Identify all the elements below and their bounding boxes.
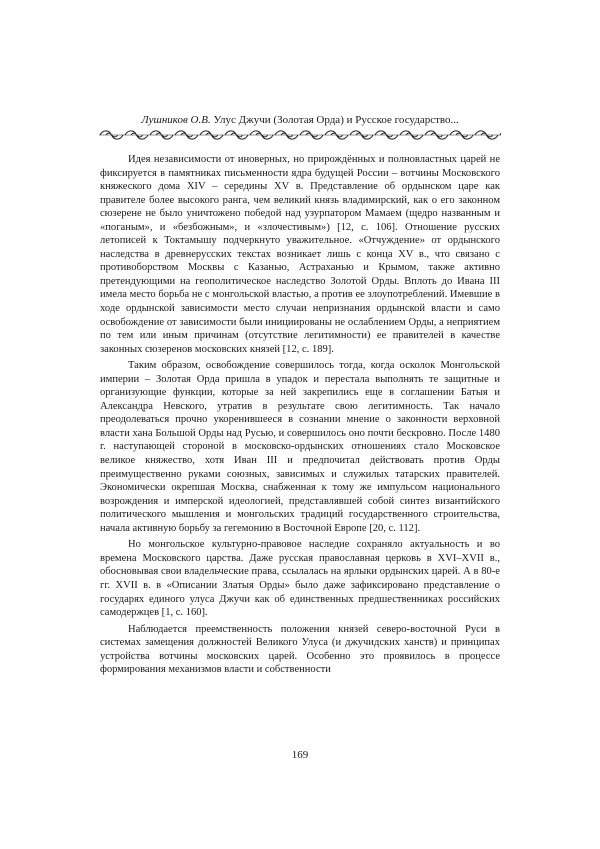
running-head [100, 113, 500, 127]
paragraph: Наблюдается преемственность положения князей северо-восточной Руси в системах замещения должностей Великого Улуса (и джучидских ханств) и принципах устройства вотчины московских царей. Особенно это проявилось в процессе формирования механизмов власти и собственности [100, 623, 500, 676]
body-text [100, 153, 500, 677]
page-number: 169 [291, 749, 309, 761]
paragraph: Идея независимости от иноверных, но прирождённых и полновластных царей не фиксируется в памятниках письменности ядра будущей России – вотчины Московского княжеского дома XIV – середины XV в. Представление об ордынском царе как правителе более высокого ранга, чем великий князь владимирский, как о его законном сюзерене не было уничтожено победой над узурпатором Мамаем (щедро названным и «поганым», и «безбожным», и «злочестивым») [12, с. 106]. Отношение русских летописей к Токтамышу подчеркнуто уважительное. «Отчуждение» от ордынского наследства в древнерусских текстах возникает лишь с конца XV в., что связано с противоборством Москвы с Казанью, Астраханью и Крымом, также активно претендующими на геополитическое наследство Золотой Орды. Вплоть до Ивана III имела место борьба не с монгольской властью, а против ее злоупотреблений. Имевшие в ходе ордынской зависимости место случаи непризнания ордынской власти и само освобождение от зависимости были инициированы не ослаблением Орды, а неприятием по тем или иным причинам (отсутствие легитимности) ее правителей в качестве законных сюзеренов московских князей [12, с. 189]. [100, 154, 500, 355]
running-head-title: Улус Джучи (Золотая Орда) и Русское государство... [210, 114, 459, 126]
ornamental-divider [99, 129, 501, 141]
paragraph: Таким образом, освобождение совершилось тогда, когда осколок Монгольской империи – Золотая Орда пришла в упадок и перестала выполнять те защитные и организующие функции, которые за ней закрепились еще в соглашении Батыя и Александра Невского, утратив в результате свою легитимность. Так начало преодолеваться прочно укоренившееся в сознании мнение о законности верховной власти хана Большой Орды над Русью, и совершилось оно почти бескровно. После 1480 г. наступающей стороной в московско-ордынских отношениях стало Московское великое княжество, хотя Иван III и предпочитал действовать против Орды преимущественно руками союзных, зависимых и служилых татарских правителей. Экономически окрепшая Москва, снабженная к тому же импульсом национального возрождения и имперской идеологией, представлявшей собой синтез византийского политического мышления и монгольских традиций государственного строительства, начала активную борьбу за гегемонию в Восточной Европе [20, с. 112]. [100, 360, 500, 534]
paragraph: Но монгольское культурно-правовое наследие сохраняло актуальность и во времена Московского царства. Даже русская православная церковь в XVI–XVII в., обосновывая свои владельческие права, ссылалась на ярлыки ордынских царей. А в 80-е гг. XVII в. в «Описании Златыя Орды» было даже зафиксировано представление о государях единого улуса Джучи как об единственных предшественниках российских самодержцев [1, с. 160]. [100, 539, 500, 619]
running-head-author: Лушников О.В. [141, 114, 211, 126]
